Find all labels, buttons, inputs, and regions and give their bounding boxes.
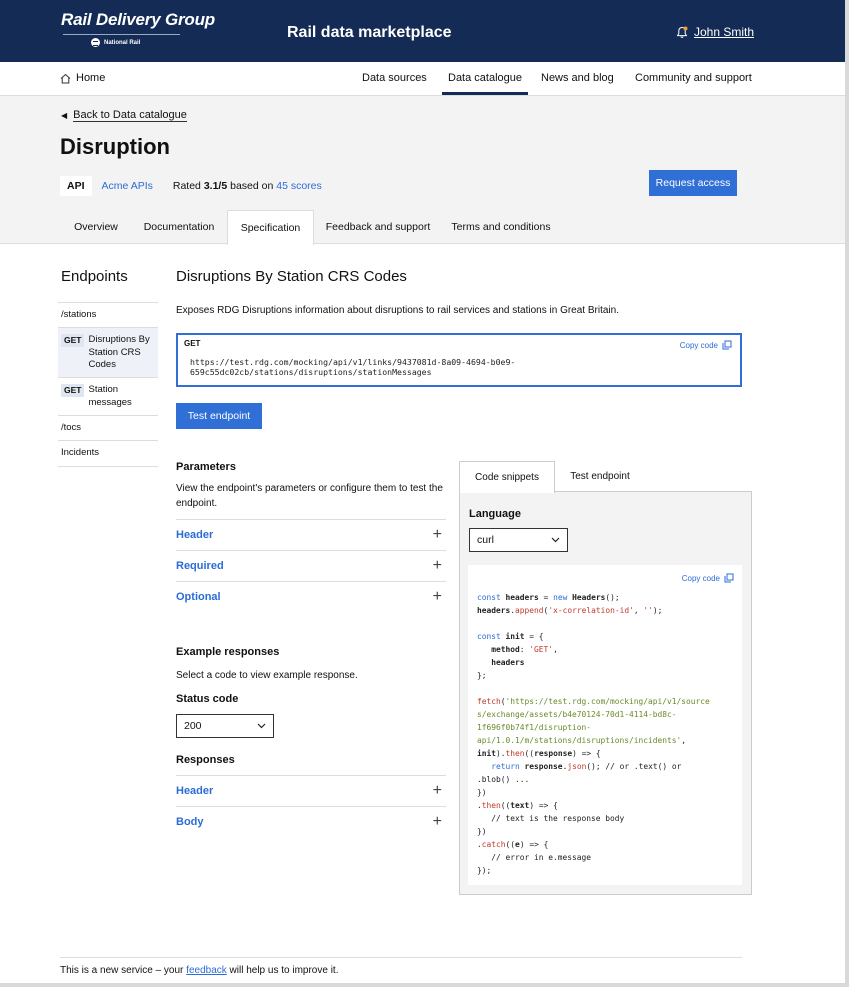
code-line: method: 'GET', <box>491 645 558 654</box>
rating-value: 3.1/5 <box>203 180 228 192</box>
language-select[interactable] <box>469 528 568 552</box>
plus-icon[interactable]: + <box>432 526 442 543</box>
endpoint-label: /stations <box>61 309 97 320</box>
chevron-down-icon <box>257 723 266 729</box>
rated-prefix: Rated <box>172 180 201 192</box>
parameters-heading: Parameters <box>176 461 236 473</box>
plus-icon[interactable]: + <box>432 588 442 605</box>
plus-icon[interactable]: + <box>432 557 442 574</box>
site-header <box>0 0 845 62</box>
accordion-header[interactable] <box>176 519 446 550</box>
responses-heading: Responses <box>176 754 235 766</box>
endpoint-item[interactable] <box>58 377 158 415</box>
code-line: .then((text) => { <box>477 801 558 810</box>
endpoint-url-box <box>176 333 742 387</box>
endpoint-label: Station messages <box>88 384 132 408</box>
user-name-link[interactable]: John Smith <box>694 25 755 39</box>
status-code-value: 200 <box>184 720 202 732</box>
national-rail-icon <box>91 38 100 47</box>
status-code-label: Status code <box>176 693 239 705</box>
example-responses-heading: Example responses <box>176 646 280 658</box>
code-line: // error in e.message <box>477 853 592 862</box>
parameters-accordion <box>176 519 446 612</box>
accordion-response-header[interactable] <box>176 775 446 806</box>
endpoint-item[interactable] <box>58 415 158 440</box>
parameters-section <box>176 461 446 612</box>
brand-name: Rail Delivery Group <box>61 10 215 29</box>
back-link[interactable] <box>61 109 187 122</box>
language-value: curl <box>477 534 494 546</box>
api-type-badge: API <box>60 176 92 196</box>
nav-community-and-support[interactable]: Community and support <box>635 72 752 84</box>
product-meta <box>60 176 322 196</box>
code-line: api/1.0.1/m/stations/disruptions/incidents', <box>477 736 687 745</box>
endpoints-heading: Endpoints <box>61 268 128 285</box>
site-title: Rail data marketplace <box>287 24 452 41</box>
nav-news-and-blog[interactable]: News and blog <box>541 72 614 84</box>
language-label: Language <box>469 508 521 520</box>
brand-sub <box>91 38 215 47</box>
brand-sub-label: National Rail <box>104 39 141 46</box>
code-line <box>477 617 733 630</box>
rated-mid: based on <box>230 180 274 192</box>
code-line: s/exchange/assets/b4e70124-70d1-4114-bd8c- <box>477 710 677 719</box>
tab-terms-and-conditions[interactable]: Terms and conditions <box>451 221 551 233</box>
home-link[interactable] <box>60 72 105 84</box>
plus-icon[interactable]: + <box>432 813 442 830</box>
method-badge: GET <box>61 334 84 347</box>
accordion-label: Header <box>176 785 214 797</box>
endpoints-list <box>58 302 158 467</box>
status-code-select[interactable] <box>176 714 274 738</box>
method-badge: GET <box>61 384 84 397</box>
user-menu[interactable] <box>676 25 754 39</box>
tab-documentation[interactable]: Documentation <box>143 221 215 233</box>
copy-code-button[interactable] <box>682 573 734 583</box>
url-method: GET <box>184 339 201 348</box>
code-line: const init = { <box>477 632 544 641</box>
page-title: Disruption <box>60 134 170 159</box>
code-line: .blob() ... <box>477 775 530 784</box>
code-block <box>468 565 742 885</box>
rating-summary <box>173 180 322 192</box>
code-line: fetch('https://test.rdg.com/mocking/api/v1/source <box>477 697 710 706</box>
feedback-link[interactable]: feedback <box>186 965 227 976</box>
code-line: }) <box>477 788 487 797</box>
home-label: Home <box>76 72 106 84</box>
plus-icon[interactable]: + <box>432 782 442 799</box>
code-snippet-panel <box>459 491 752 895</box>
code-line: }); <box>477 866 492 875</box>
example-responses-description: Select a code to view example response. <box>176 670 358 681</box>
chevron-down-icon <box>551 537 560 543</box>
copy-url-label: Copy code <box>679 340 718 350</box>
code-line: .catch((e) => { <box>477 840 549 849</box>
nav-data-sources[interactable]: Data sources <box>362 72 427 84</box>
tab-code-snippets[interactable]: Code snippets <box>459 461 555 493</box>
endpoint-title: Disruptions By Station CRS Codes <box>176 268 407 285</box>
copy-url-button[interactable] <box>680 340 732 350</box>
code-line: }; <box>477 671 487 680</box>
accordion-label: Header <box>176 529 214 541</box>
home-icon <box>60 73 71 84</box>
feedback-banner <box>60 965 338 976</box>
copy-icon <box>724 573 734 583</box>
tab-test-endpoint[interactable]: Test endpoint <box>570 471 630 482</box>
accordion-response-body[interactable] <box>176 806 446 837</box>
tab-feedback-and-support[interactable]: Feedback and support <box>325 221 431 233</box>
copy-code-label: Copy code <box>681 573 720 583</box>
test-endpoint-button[interactable]: Test endpoint <box>176 403 262 429</box>
brand-logo[interactable] <box>61 10 215 47</box>
feedback-suffix: will help us to improve it. <box>229 965 339 976</box>
product-header <box>0 96 845 244</box>
accordion-label: Optional <box>176 591 221 603</box>
request-access-button[interactable]: Request access <box>649 170 737 196</box>
footer-divider <box>60 957 742 958</box>
endpoint-label: Incidents <box>61 447 100 459</box>
code-line: init).then((response) => { <box>477 749 601 758</box>
bell-icon[interactable] <box>676 26 688 39</box>
endpoint-label: /tocs <box>61 422 82 434</box>
accordion-required[interactable] <box>176 550 446 581</box>
copy-icon <box>722 340 732 350</box>
provider-link[interactable]: Acme APIs <box>101 180 153 192</box>
tab-specification[interactable]: Specification <box>227 210 314 245</box>
back-label: Back to Data catalogue <box>73 109 187 121</box>
main-nav <box>0 62 845 96</box>
endpoint-item[interactable] <box>58 440 158 466</box>
feedback-prefix: This is a new service – your <box>60 965 184 976</box>
tab-overview[interactable]: Overview <box>74 221 118 233</box>
accordion-label: Body <box>176 816 204 828</box>
code-line: headers.append('x-correlation-id', ''); <box>477 606 663 615</box>
code-line: // text is the response body <box>477 814 625 823</box>
endpoint-description: Exposes RDG Disruptions information about disruptions to rail services and stations in Great Britain. <box>176 305 619 316</box>
code-line: }) <box>477 827 487 836</box>
endpoint-url <box>190 357 734 378</box>
example-responses-section <box>176 646 446 837</box>
accordion-label: Required <box>176 560 224 572</box>
code-line: const headers = new Headers(); <box>477 593 620 602</box>
endpoint-item[interactable] <box>58 302 158 327</box>
back-arrow-icon: ◀ <box>61 111 68 120</box>
endpoint-url-line: 659c55dc02cb/stations/disruptions/stationMessages <box>190 367 432 378</box>
code-line: return response.json(); // or .text() or <box>491 762 682 771</box>
code-line: 1f696f0b74f1/disruption- <box>477 723 592 732</box>
nav-data-catalogue[interactable]: Data catalogue <box>448 72 522 84</box>
code-lines <box>477 591 733 877</box>
brand-divider <box>63 34 180 35</box>
endpoint-url-line: https://test.rdg.com/mocking/api/v1/links/9437081d-8a09-4694-b0e9- <box>190 357 516 367</box>
endpoint-item[interactable] <box>58 327 158 377</box>
parameters-description: View the endpoint's parameters or configure them to test the endpoint. <box>176 483 443 509</box>
scores-link[interactable]: 45 scores <box>276 180 322 192</box>
code-line <box>477 682 733 695</box>
endpoint-label: Disruptions By Station CRS Codes <box>88 334 150 371</box>
accordion-optional[interactable] <box>176 581 446 612</box>
code-line: headers <box>491 658 525 667</box>
